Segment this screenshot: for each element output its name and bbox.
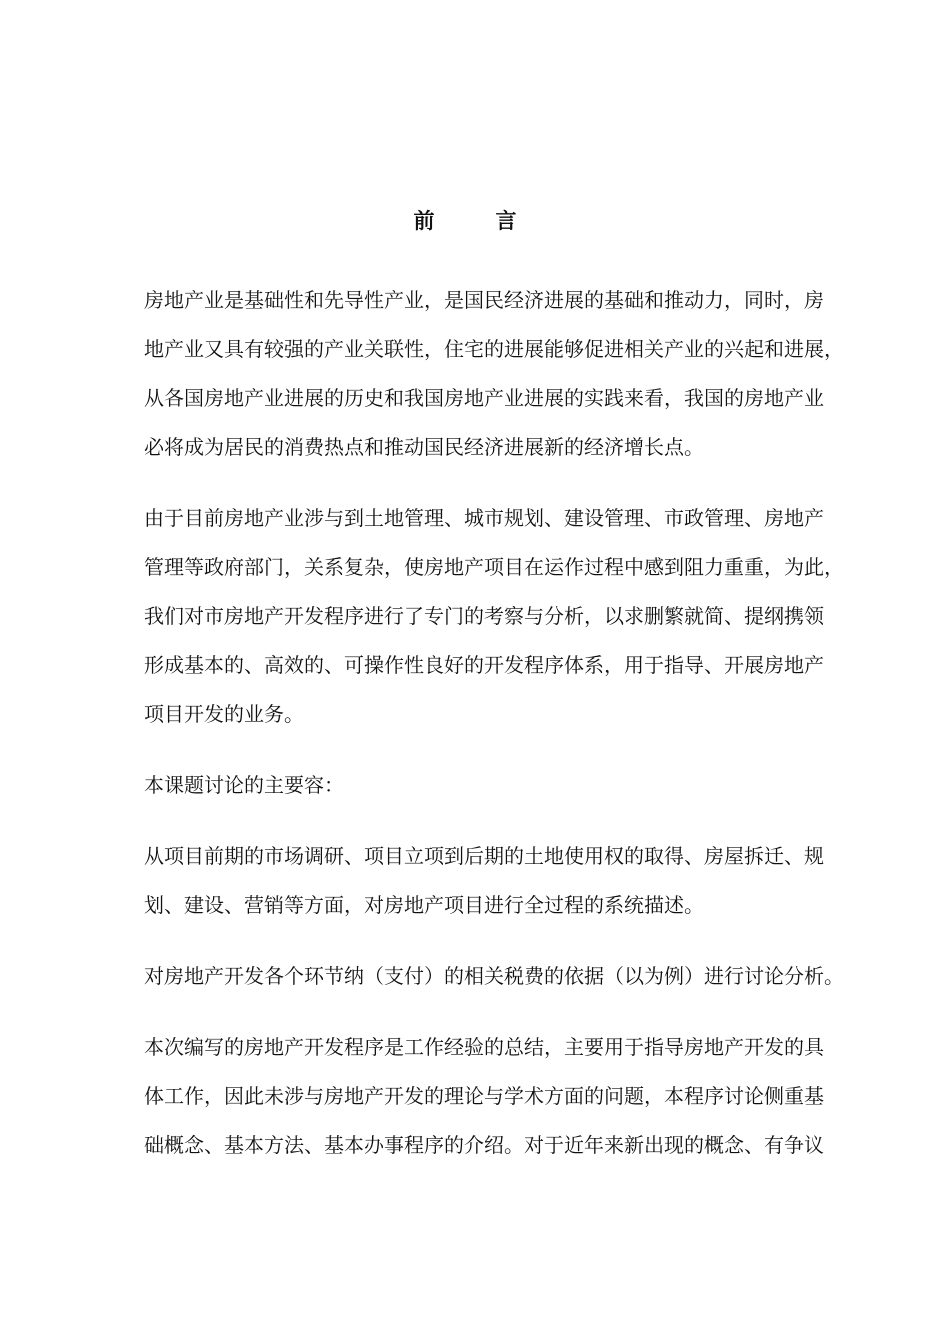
paragraph-6	[144, 1023, 824, 1170]
text-line: 项目开发的业务。	[144, 702, 304, 726]
text-line: 本课题讨论的主要容：	[144, 773, 344, 797]
text-line: 本次编写的房地产开发程序是工作经验的总结，主要用于指导房地产开发的具	[144, 1035, 824, 1059]
text-line: 地产业又具有较强的产业关联性，住宅的进展能够促进相关产业的兴起和进展，	[144, 337, 844, 361]
text-line: 形成基本的、高效的、可操作性良好的开发程序体系，用于指导、开展房地产	[144, 653, 824, 677]
text-line: 础概念、基本方法、基本办事程序的介绍。对于近年来新出现的概念、有争议	[144, 1133, 824, 1157]
text-line: 从项目前期的市场调研、项目立项到后期的土地使用权的取得、房屋拆迁、规	[144, 844, 824, 868]
page-title: 前 言	[413, 209, 537, 233]
text-line: 从各国房地产业进展的历史和我国房地产业进展的实践来看，我国的房地产业	[144, 386, 824, 410]
text-line: 管理等政府部门，关系复杂，使房地产项目在运作过程中感到阻力重重，为此，	[144, 555, 844, 579]
text-line: 房地产业是基础性和先导性产业，是国民经济进展的基础和推动力，同时，房	[144, 288, 824, 312]
text-line: 划、建设、营销等方面，对房地产项目进行全过程的系统描述。	[144, 893, 704, 917]
paragraph-3	[144, 761, 809, 810]
text-line: 由于目前房地产业涉与到土地管理、城市规划、建设管理、市政管理、房地产	[144, 506, 824, 530]
paragraph-1	[144, 276, 844, 472]
paragraph-2	[144, 494, 844, 739]
text-line: 体工作，因此未涉与房地产开发的理论与学术方面的问题，本程序讨论侧重基	[144, 1084, 824, 1108]
text-line: 我们对市房地产开发程序进行了专门的考察与分析，以求删繁就简、提纲携领	[144, 604, 824, 628]
paragraph-5	[144, 952, 844, 1001]
document-body	[144, 276, 844, 1192]
text-line: 对房地产开发各个环节纳（支付）的相关税费的依据（以为例）进行讨论分析。	[144, 964, 844, 988]
paragraph-4	[144, 832, 824, 930]
text-line: 必将成为居民的消费热点和推动国民经济进展新的经济增长点。	[144, 435, 704, 459]
